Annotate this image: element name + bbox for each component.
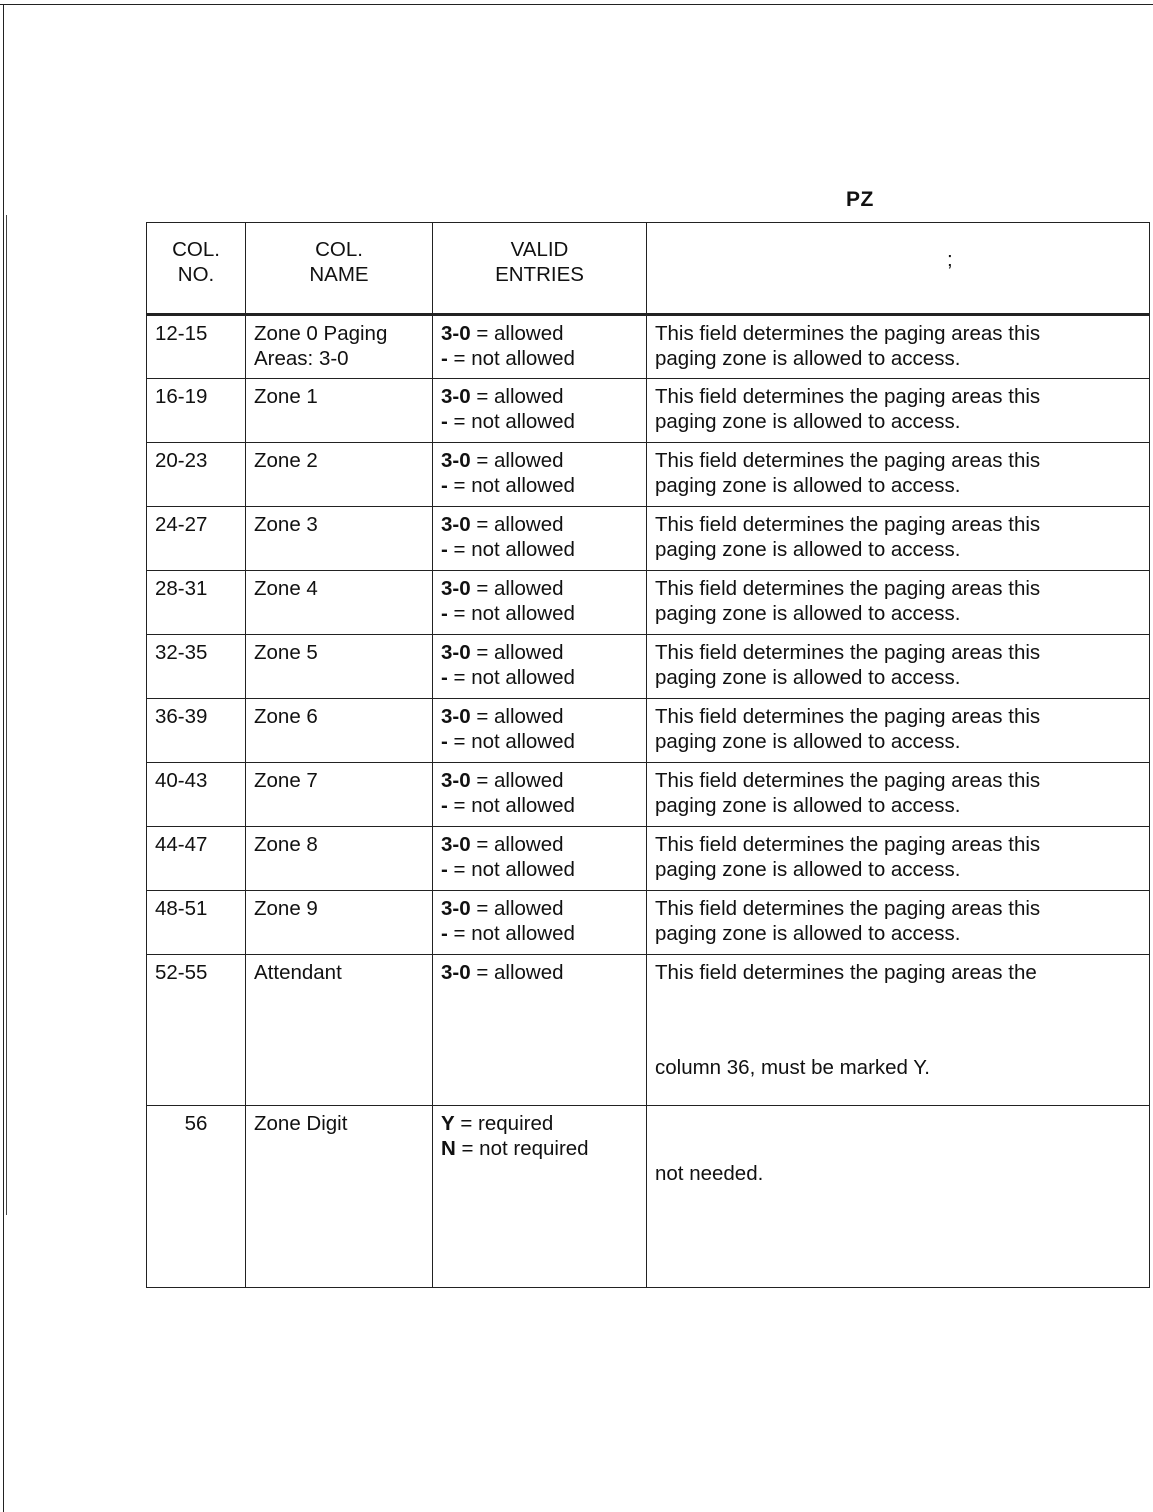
valid-entries-cell: 3-0 = allowed - = not allowed: [433, 507, 647, 571]
valid-entries-cell: 3-0 = allowed - = not allowed: [433, 379, 647, 443]
description-cell: This field determines the paging areas this paging zone is allowed to access.: [647, 379, 1150, 443]
table-row: [147, 315, 1150, 379]
valid-entries-cell: Y = required N = not required: [433, 1106, 647, 1288]
col-number-cell: 32-35: [147, 635, 246, 699]
valid-entries-cell: 3-0 = allowed - = not allowed: [433, 443, 647, 507]
valid-entries-cell: 3-0 = allowed - = not allowed: [433, 699, 647, 763]
description-cell: This field determines the paging areas this paging zone is allowed to access.: [647, 635, 1150, 699]
col-number-cell: 20-23: [147, 443, 246, 507]
valid-entries-cell: 3-0 = allowed: [433, 955, 647, 1106]
description-cell: not needed.: [647, 1106, 1150, 1288]
table-row: [147, 571, 1150, 635]
description-cell: This field determines the paging areas the column 36, must be marked Y.: [647, 955, 1150, 1106]
top-border-rule: [0, 4, 1153, 5]
description-cell: This field determines the paging areas this paging zone is allowed to access.: [647, 763, 1150, 827]
field-definition-table: [146, 222, 1150, 1288]
col-number-cell: 24-27: [147, 507, 246, 571]
col-name-cell: Zone 2: [246, 443, 433, 507]
table-row: [147, 891, 1150, 955]
col-number-cell: 48-51: [147, 891, 246, 955]
valid-entries-cell: 3-0 = allowed - = not allowed: [433, 891, 647, 955]
table-row-zone-digit: [147, 1106, 1150, 1288]
valid-entries-cell: 3-0 = allowed - = not allowed: [433, 827, 647, 891]
col-name-cell: Attendant: [246, 955, 433, 1106]
table-row: [147, 827, 1150, 891]
col-name-cell: Zone 8: [246, 827, 433, 891]
col-name-cell: Zone 5: [246, 635, 433, 699]
table-row: [147, 443, 1150, 507]
col-number-cell: 12-15: [147, 315, 246, 379]
table-row: [147, 379, 1150, 443]
header-col-name: COL. NAME: [246, 223, 433, 315]
description-cell: This field determines the paging areas this paging zone is allowed to access.: [647, 443, 1150, 507]
table-row: [147, 763, 1150, 827]
description-cell: This field determines the paging areas this paging zone is allowed to access.: [647, 699, 1150, 763]
table-row: [147, 507, 1150, 571]
valid-entries-cell: 3-0 = allowed - = not allowed: [433, 315, 647, 379]
description-cell: This field determines the paging areas this paging zone is allowed to access.: [647, 891, 1150, 955]
valid-entries-cell: 3-0 = allowed - = not allowed: [433, 571, 647, 635]
col-name-cell: Zone 3: [246, 507, 433, 571]
table-row: [147, 635, 1150, 699]
col-name-cell: Zone 7: [246, 763, 433, 827]
col-number-cell: 44-47: [147, 827, 246, 891]
col-name-cell: Zone Digit: [246, 1106, 433, 1288]
header-valid-entries: VALID ENTRIES: [433, 223, 647, 315]
col-name-cell: Zone 6: [246, 699, 433, 763]
col-number-cell: 56: [147, 1106, 246, 1288]
table-header-row: [147, 223, 1150, 315]
header-col-no: COL. NO.: [147, 223, 246, 315]
table-code: PZ: [846, 188, 874, 211]
col-number-cell: 16-19: [147, 379, 246, 443]
description-cell: This field determines the paging areas this paging zone is allowed to access.: [647, 827, 1150, 891]
header-description: ;: [647, 223, 1150, 315]
col-name-cell: Zone 0 Paging Areas: 3-0: [246, 315, 433, 379]
col-number-cell: 36-39: [147, 699, 246, 763]
description-cell: This field determines the paging areas this paging zone is allowed to access.: [647, 315, 1150, 379]
col-number-cell: 52-55: [147, 955, 246, 1106]
valid-entries-cell: 3-0 = allowed - = not allowed: [433, 763, 647, 827]
col-name-cell: Zone 4: [246, 571, 433, 635]
valid-entries-cell: 3-0 = allowed - = not allowed: [433, 635, 647, 699]
left-border-rule: [3, 4, 4, 1512]
description-cell: This field determines the paging areas this paging zone is allowed to access.: [647, 507, 1150, 571]
description-cell: This field determines the paging areas this paging zone is allowed to access.: [647, 571, 1150, 635]
left-binding-rule: [6, 215, 7, 1215]
col-number-cell: 40-43: [147, 763, 246, 827]
table-row: [147, 699, 1150, 763]
col-name-cell: Zone 1: [246, 379, 433, 443]
col-name-cell: Zone 9: [246, 891, 433, 955]
table-row-attendant: [147, 955, 1150, 1106]
col-number-cell: 28-31: [147, 571, 246, 635]
